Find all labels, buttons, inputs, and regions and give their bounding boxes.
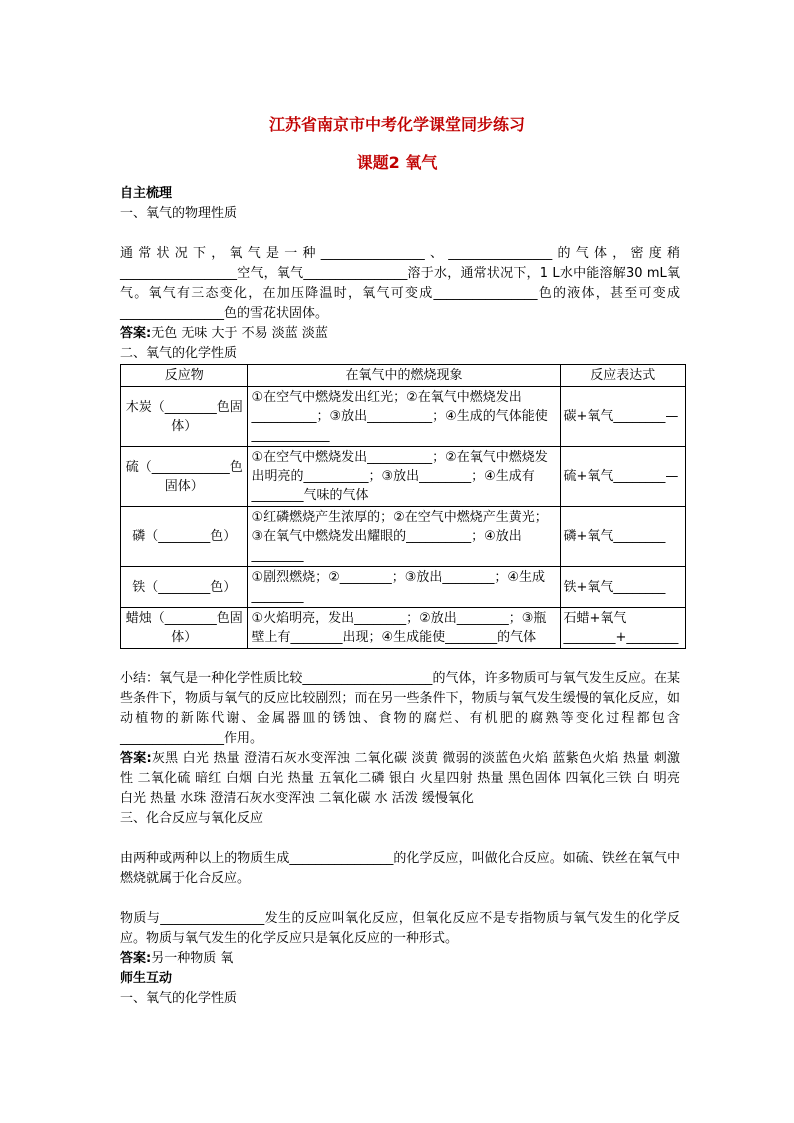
part2-heading: 二、氧气的化学性质: [120, 346, 238, 361]
table-cell-expression: 硫+氧气________—: [560, 447, 685, 507]
table-header-expression: 反应表达式: [560, 365, 685, 387]
answer-label: 答案:: [120, 951, 152, 966]
summary-answer: 灰黑 白光 热量 澄清石灰水变浑浊 二氧化碳 淡黄 微弱的淡蓝色火焰 蓝紫色火焰 热量 刺激性 二氧化硫 暗红 白烟 白光 热量 五氧化二磷 银白 火星四射 热量 黑色固体 四氧化三铁 白 明亮白光 热量 水珠 澄清石灰水变浑浊 二氧化碳 水 活泼 缓慢氧化: [120, 751, 680, 806]
part3-heading: 三、化合反应与氧化反应: [120, 811, 264, 826]
reaction-table: [120, 364, 686, 649]
table-cell-reactant: 铁（________色）: [121, 567, 248, 608]
table-cell-reactant: 木炭（________色固体）: [121, 387, 248, 447]
table-header-row: [121, 365, 686, 387]
summary-text: 小结：氧气是一种化学性质比较____________________的气体，许多物质可与氧气发生反应。在某些条件下，物质与氧气的反应比较剧烈；而在另一些条件下，物质与氧气发生缓慢的氧化反应，如动植物的新陈代谢、金属器皿的锈蚀、食物的腐烂、有机肥的腐熟等变化过程都包含________________作用。: [120, 671, 680, 746]
document-body: [120, 184, 680, 1009]
table-cell-reactant: 蜡烛（________色固体）: [121, 608, 248, 649]
table-header-phenomenon: 在氧气中的燃烧现象: [248, 365, 560, 387]
section-heading-interact: 师生互动: [120, 971, 173, 986]
section-heading-self: 自主梳理: [120, 186, 173, 201]
table-cell-expression: 铁+氧气________: [560, 567, 685, 608]
part3-answer-line: [120, 949, 680, 969]
table-row: [121, 507, 686, 567]
table-cell-phenomenon: ①火焰明亮，发出________；②放出________；③瓶壁上有________出现；④生成能使________的气体: [248, 608, 560, 649]
part1-heading: 一、氧气的物理性质: [120, 206, 238, 221]
table-cell-expression: 碳+氧气________—: [560, 387, 685, 447]
part4-heading: 一、氧气的化学性质: [120, 991, 238, 1006]
part3-answer: 另一种物质 氧: [151, 951, 234, 966]
table-cell-phenomenon: ①在空气中燃烧发出__________；②在氧气中燃烧发出明亮的__________；③放出________；④生成有________气味的气体: [248, 447, 560, 507]
table-cell-phenomenon: ①在空气中燃烧发出红光；②在氧气中燃烧发出__________；③放出__________；④生成的气体能使____________: [248, 387, 560, 447]
table-cell-expression: 石蜡+氧气________+________: [560, 608, 685, 649]
table-row: [121, 387, 686, 447]
part1-answer: 无色 无味 大于 不易 淡蓝 淡蓝: [151, 326, 328, 341]
part1-text: 通常状况下，氧气是一种________________、________________的气体，密度稍__________________空气，氧气________________溶于水，通常状况下，1 L水中能溶解30 mL氧气。氧气有三态变化，在加压降温时，氧气可变成________________色的液体，甚至可变成________________色的雪花状固体。: [120, 246, 680, 321]
page-title: 江苏省南京市中考化学课堂同步练习: [268, 115, 525, 134]
table-header-reactant: 反应物: [121, 365, 248, 387]
part1-answer-line: [120, 324, 680, 344]
table-cell-phenomenon: ①剧烈燃烧；②________；③放出________；④生成________: [248, 567, 560, 608]
page-subtitle: 课题2 氧气: [356, 153, 438, 172]
table-row: [121, 447, 686, 507]
part3-text-compound: 由两种或两种以上的物质生成________________的化学反应，叫做化合反应。如硫、铁丝在氧气中燃烧就属于化合反应。: [120, 851, 680, 886]
table-cell-reactant: 磷（________色）: [121, 507, 248, 567]
table-cell-phenomenon: ①红磷燃烧产生浓厚的；②在空气中燃烧产生黄光；③在氧气中燃烧发出耀眼的__________；④放出________: [248, 507, 560, 567]
answer-label: 答案:: [120, 326, 152, 341]
table-row: [121, 608, 686, 649]
part3-text-oxidation: 物质与________________发生的反应叫氧化反应，但氧化反应不是专指物质与氧气发生的化学反应。物质与氧气发生的化学反应只是氧化反应的一种形式。: [120, 911, 680, 946]
table-cell-expression: 磷+氧气________: [560, 507, 685, 567]
table-cell-reactant: 硫（____________色固体）: [121, 447, 248, 507]
table-row: [121, 567, 686, 608]
answer-label: 答案:: [120, 751, 152, 766]
summary-answer-line: [120, 749, 680, 809]
